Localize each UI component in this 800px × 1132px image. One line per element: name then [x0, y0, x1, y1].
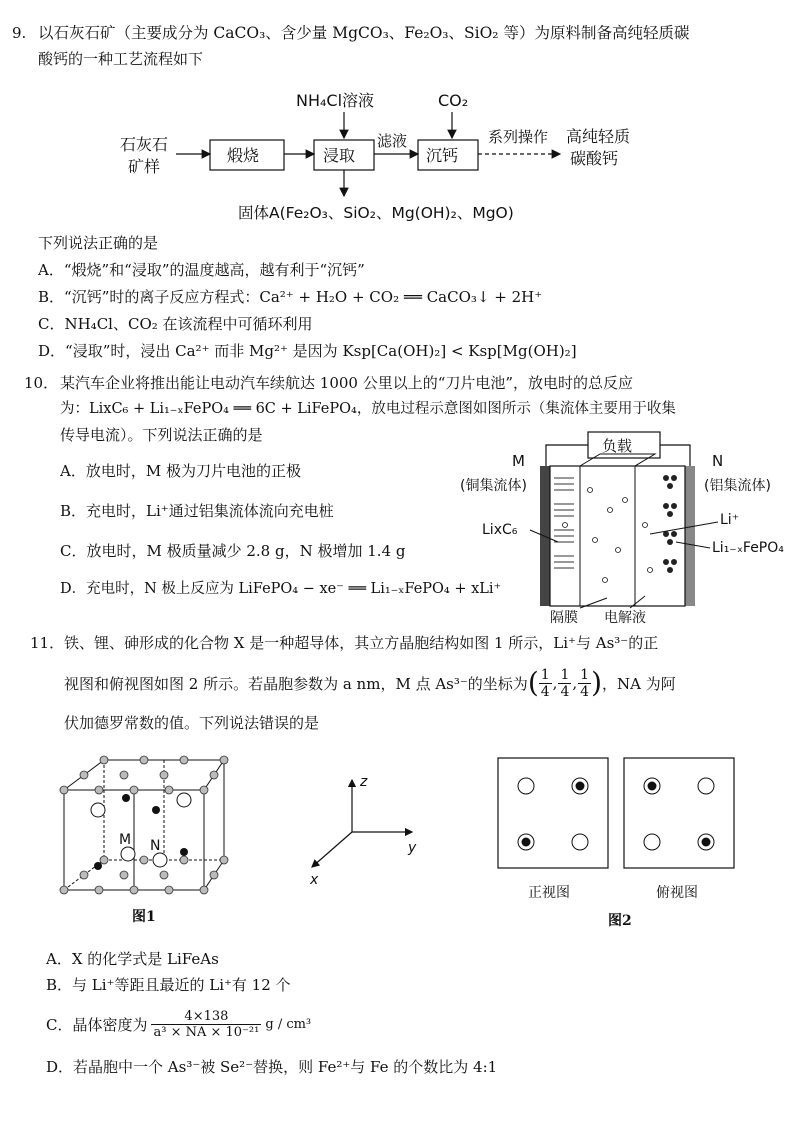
flow-start-1: 石灰石 — [120, 135, 169, 154]
front-view-box — [498, 758, 608, 868]
li1xfepo4-label: Li₁₋ₓFePO₄ — [712, 540, 784, 556]
filtrate-label: 滤液 — [377, 132, 408, 150]
q11-option-d: D．若晶胞中一个 As³⁻被 Se²⁻替换，则 Fe²⁺与 Fe 的个数比为 4:1 — [46, 1058, 498, 1076]
aluminum-collector — [685, 466, 695, 606]
q9-stem-line1: 以石灰石矿（主要成分为 CaCO₃、含少量 MgCO₃、Fe₂O₃、SiO₂ 等）为原料制备高纯轻质碳 — [38, 24, 690, 42]
co2-label: CO₂ — [438, 91, 469, 110]
n-label: N — [712, 452, 724, 470]
li-plus-pointer — [650, 522, 718, 534]
fe-atoms — [60, 756, 228, 894]
axis-y-label: y — [408, 840, 417, 856]
q11-option-c — [46, 1000, 311, 1048]
q11-stem-line2 — [64, 658, 676, 708]
top-view-label: 俯视图 — [656, 885, 698, 901]
q11-option-c-prefix: C．晶体密度为 — [46, 1015, 148, 1034]
q10-number: 10． — [24, 374, 59, 392]
q10-option-b: B．充电时，Li⁺通过铝集流体流向充电桩 — [60, 502, 334, 520]
q9-number: 9. — [12, 24, 27, 42]
coordinate-close-paren: ) — [591, 666, 603, 699]
coordinate-comma-1: , — [552, 674, 558, 692]
q9-option-a: A．“煅烧”和“浸取”的温度越高，越有利于“沉钙” — [38, 261, 365, 279]
q11-stem-line3: 伏加德罗常数的值。下列说法错误的是 — [64, 714, 320, 732]
q9-question: 下列说法正确的是 — [38, 234, 159, 252]
q10-stem-line1: 某汽车企业将推出能让电动汽车续航达 1000 公里以上的“刀片电池”，放电时的总反应 — [60, 374, 634, 392]
axis-z-label: z — [360, 774, 368, 790]
li-ions — [563, 488, 653, 583]
lifepo4-particles — [663, 475, 677, 573]
coordinate-axes — [300, 772, 430, 892]
q11-option-a: A．X 的化学式是 LiFeAs — [46, 950, 219, 968]
box-calcination-label: 煅烧 — [227, 146, 260, 165]
coordinate-y: $\frac{1}{4}$ — [560, 666, 570, 700]
li-plus-label: Li⁺ — [720, 512, 740, 528]
membrane-label: 隔膜 — [550, 610, 578, 626]
series-ops-label: 系列操作 — [488, 128, 549, 146]
figure-2-caption: 图2 — [608, 913, 632, 929]
fig1-n-label: N — [150, 838, 161, 854]
flow-start-2: 矿样 — [128, 157, 161, 176]
coordinate-comma-2: , — [572, 674, 578, 692]
q9-stem-line2: 酸钙的一种工艺流程如下 — [38, 50, 204, 68]
q11-stem-line2-a: 视图和俯视图如图 2 所示。若晶胞参数为 a nm，M 点 As³⁻的坐标为 — [64, 674, 528, 693]
n-sub-label: (铝集流体) — [704, 478, 771, 494]
product-label-1: 高纯轻质 — [566, 127, 631, 146]
q10-stem-line2: 为：LixC₆ + Li₁₋ₓFePO₄ ══ 6C + LiFePO₄，放电过程示意图如图所示（集流体主要用于收集 — [60, 401, 676, 417]
electrolyte-label: 电解液 — [604, 610, 646, 626]
density-unit: g / cm³ — [265, 1016, 312, 1032]
nh4cl-solution-label: NH₄Cl溶液 — [296, 91, 375, 110]
q11-number: 11． — [30, 634, 65, 652]
product-label-2: 碳酸钙 — [570, 149, 619, 168]
q10-option-d: D．充电时，N 极上反应为 LiFePO₄ − xe⁻ ══ Li₁₋ₓFePO₄ + xLi⁺ — [60, 581, 502, 597]
m-label: M — [512, 452, 525, 470]
fig1-m-label: M — [119, 832, 132, 848]
q9-option-b: B．“沉钙”时的离子反应方程式：Ca²⁺ + H₂O + CO₂ ══ CaCO₃↓ + 2H⁺ — [38, 288, 543, 306]
top-view-box — [624, 758, 734, 868]
membrane-region — [580, 466, 635, 606]
membrane-top — [580, 454, 655, 466]
solid-a-label: 固体A(Fe₂O₃、SiO₂、Mg(OH)₂、MgO) — [238, 204, 514, 222]
q11-stem-line1: 铁、锂、砷形成的化合物 X 是一种超导体，其立方晶胞结构如图 1 所示，Li⁺与 As³⁻的正 — [64, 634, 659, 652]
wire-left — [546, 445, 588, 466]
figure-1-caption: 图1 — [132, 909, 156, 925]
q11-stem-line2-b: ，NA 为阿 — [602, 674, 676, 693]
lixc6-label: LixC₆ — [482, 522, 518, 538]
q9-flowchart — [0, 80, 800, 230]
front-view-label: 正视图 — [528, 885, 570, 901]
wire-right — [660, 445, 690, 466]
density-fraction: $\frac{4\times 138}{\text{a³ × NA × 10⁻²¹}}$ — [153, 1008, 260, 1040]
box-precipitation-label: 沉钙 — [426, 146, 459, 165]
axis-x-label: x — [310, 872, 319, 888]
coordinate-x: $\frac{1}{4}$ — [540, 666, 550, 700]
coordinate-open-paren: ( — [527, 666, 539, 699]
q10-option-c: C．放电时，M 极质量减少 2.8 g，N 极增加 1.4 g — [60, 542, 406, 560]
q10-stem-line3: 传导电流）。下列说法正确的是 — [60, 426, 263, 444]
figure-2-views — [496, 756, 736, 876]
load-label: 负载 — [602, 437, 633, 455]
box-leaching-label: 浸取 — [323, 146, 356, 165]
q9-option-c: C．NH₄Cl、CO₂ 在该流程中可循环利用 — [38, 315, 313, 333]
battery-diagram — [440, 430, 800, 628]
q11-option-b: B．与 Li⁺等距且最近的 Li⁺有 12 个 — [46, 976, 291, 994]
q9-option-d: D．“浸取”时，浸出 Ca²⁺ 而非 Mg²⁺ 是因为 Ksp[Ca(OH)₂] < Ksp[Mg(OH)₂] — [38, 342, 577, 360]
q10-option-a: A．放电时，M 极为刀片电池的正极 — [60, 462, 301, 480]
coordinate-z: $\frac{1}{4}$ — [580, 666, 590, 700]
m-sub-label: (铜集流体) — [460, 478, 527, 494]
